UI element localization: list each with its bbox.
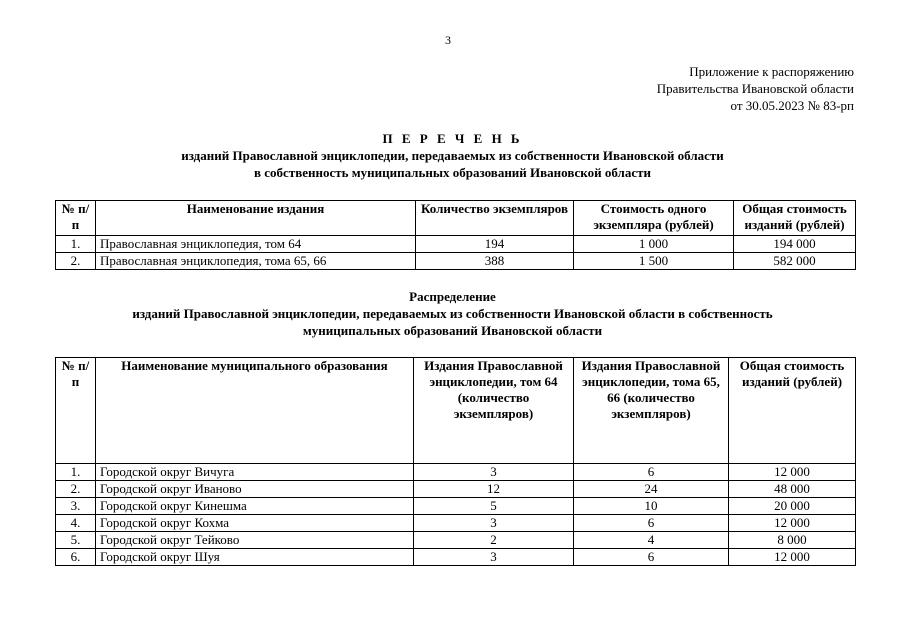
row-total: 12 000 bbox=[729, 549, 856, 566]
distribution-table-header bbox=[56, 358, 856, 464]
row-name: Православная энциклопедия, тома 65, 66 bbox=[96, 253, 416, 270]
approval-block bbox=[657, 63, 854, 114]
row-unit-price: 1 000 bbox=[574, 236, 734, 253]
row-qty: 194 bbox=[416, 236, 574, 253]
list-title: П Е Р Е Ч Е Н Ь bbox=[382, 131, 523, 146]
header-no: № п/п bbox=[56, 201, 96, 236]
row-total: 582 000 bbox=[734, 253, 856, 270]
header-vol64: Издания Православной энциклопедии, том 64 (количество экземпляров) bbox=[414, 358, 574, 464]
row-municipality: Городской округ Кохма bbox=[96, 515, 414, 532]
row-total: 194 000 bbox=[734, 236, 856, 253]
row-no: 5. bbox=[56, 532, 96, 549]
header-name: Наименование издания bbox=[96, 201, 416, 236]
row-vol64: 2 bbox=[414, 532, 574, 549]
table-row bbox=[56, 236, 856, 253]
row-total: 48 000 bbox=[729, 481, 856, 498]
row-municipality: Городской округ Кинешма bbox=[96, 498, 414, 515]
table-row bbox=[56, 549, 856, 566]
distribution-table bbox=[55, 357, 856, 566]
header-vol6566: Издания Православной энциклопедии, тома 65, 66 (количество экземпляров) bbox=[574, 358, 729, 464]
row-vol6566: 6 bbox=[574, 549, 729, 566]
table-row bbox=[56, 464, 856, 481]
row-municipality: Городской округ Вичуга bbox=[96, 464, 414, 481]
distribution-title: Распределение bbox=[409, 289, 496, 304]
page-number: 3 bbox=[445, 33, 451, 47]
row-no: 1. bbox=[56, 464, 96, 481]
row-municipality: Городской округ Шуя bbox=[96, 549, 414, 566]
header-no: № п/п bbox=[56, 358, 96, 464]
row-no: 3. bbox=[56, 498, 96, 515]
list-heading bbox=[0, 130, 905, 181]
row-vol64: 3 bbox=[414, 464, 574, 481]
distribution-heading bbox=[0, 288, 905, 339]
header-total: Общая стоимость изданий (рублей) bbox=[729, 358, 856, 464]
row-vol6566: 4 bbox=[574, 532, 729, 549]
row-unit-price: 1 500 bbox=[574, 253, 734, 270]
approval-line-1: Приложение к распоряжению bbox=[689, 64, 854, 79]
table-row bbox=[56, 532, 856, 549]
list-table-header bbox=[56, 201, 856, 236]
row-vol6566: 6 bbox=[574, 464, 729, 481]
row-no: 2. bbox=[56, 253, 96, 270]
row-total: 8 000 bbox=[729, 532, 856, 549]
row-vol64: 5 bbox=[414, 498, 574, 515]
header-municipality: Наименование муниципального образования bbox=[96, 358, 414, 464]
table-row bbox=[56, 498, 856, 515]
row-vol6566: 24 bbox=[574, 481, 729, 498]
list-subtitle-2: в собственность муниципальных образований Ивановской области bbox=[254, 165, 651, 180]
row-vol6566: 6 bbox=[574, 515, 729, 532]
row-vol64: 3 bbox=[414, 515, 574, 532]
row-vol64: 3 bbox=[414, 549, 574, 566]
distribution-subtitle-1: изданий Православной энциклопедии, передаваемых из собственности Ивановской области в собственность bbox=[132, 306, 773, 321]
row-no: 6. bbox=[56, 549, 96, 566]
row-no: 2. bbox=[56, 481, 96, 498]
row-no: 1. bbox=[56, 236, 96, 253]
distribution-subtitle-2: муниципальных образований Ивановской области bbox=[302, 323, 603, 338]
table-row bbox=[56, 253, 856, 270]
row-municipality: Городской округ Тейково bbox=[96, 532, 414, 549]
header-qty: Количество экземпляров bbox=[416, 201, 574, 236]
table-row bbox=[56, 515, 856, 532]
row-qty: 388 bbox=[416, 253, 574, 270]
row-municipality: Городской округ Иваново bbox=[96, 481, 414, 498]
row-name: Православная энциклопедия, том 64 bbox=[96, 236, 416, 253]
list-subtitle-1: изданий Православной энциклопедии, передаваемых из собственности Ивановской области bbox=[181, 148, 724, 163]
approval-line-3: от 30.05.2023 № 83-рп bbox=[730, 98, 854, 113]
approval-line-2: Правительства Ивановской области bbox=[656, 81, 854, 96]
row-no: 4. bbox=[56, 515, 96, 532]
header-total: Общая стоимость изданий (рублей) bbox=[734, 201, 856, 236]
table-row bbox=[56, 481, 856, 498]
row-vol6566: 10 bbox=[574, 498, 729, 515]
row-total: 12 000 bbox=[729, 464, 856, 481]
row-total: 12 000 bbox=[729, 515, 856, 532]
row-vol64: 12 bbox=[414, 481, 574, 498]
row-total: 20 000 bbox=[729, 498, 856, 515]
list-table bbox=[55, 200, 856, 270]
header-unit-price: Стоимость одного экземпляра (рублей) bbox=[574, 201, 734, 236]
